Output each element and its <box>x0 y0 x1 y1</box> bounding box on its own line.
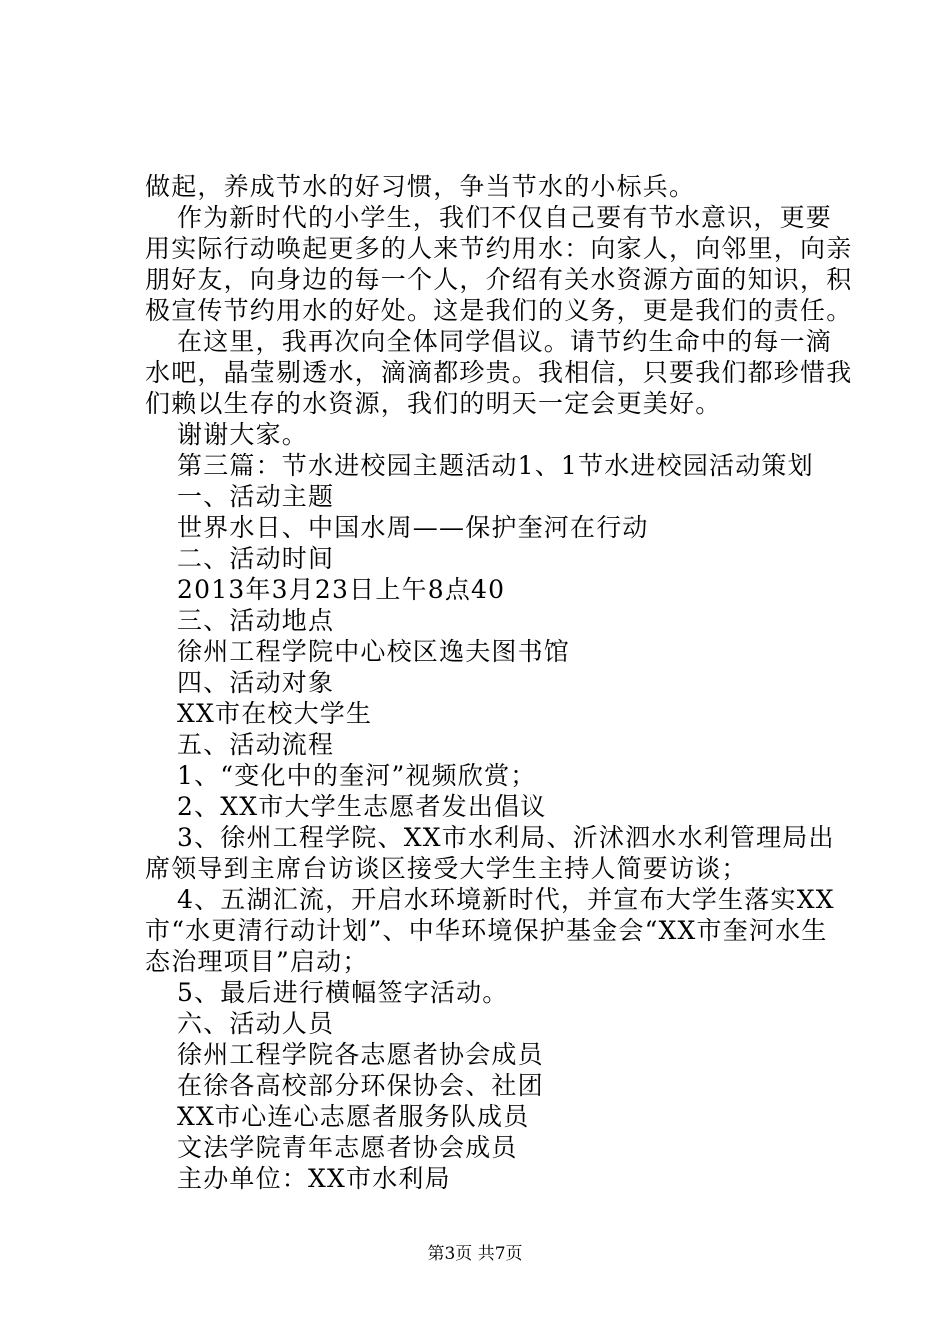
text-line: 做起，养成节水的好习惯，争当节水的小标兵。 <box>145 172 696 201</box>
text-line: 市“水更清行动计划”、中华环境保护基金会“XX市奎河水生 <box>145 916 828 945</box>
text-line: 态治理项目”启动； <box>145 947 369 976</box>
text-line: 徐州工程学院中心校区逸夫图书馆 <box>177 637 571 666</box>
text-line: 作为新时代的小学生，我们不仅自己要有节水意识，更要 <box>177 203 833 232</box>
text-line: 极宣传节约用水的好处。这是我们的义务，更是我们的责任。 <box>145 296 853 325</box>
text-line: XX市心连心志愿者服务队成员 <box>177 1102 530 1131</box>
text-line: 徐州工程学院各志愿者协会成员 <box>177 1040 544 1069</box>
text-line: 用实际行动唤起更多的人来节约用水：向家人，向邻里，向亲 <box>145 234 853 263</box>
text-line: 世界水日、中国水周——保护奎河在行动 <box>177 513 649 542</box>
text-line: 4、五湖汇流，开启水环境新时代，并宣布大学生落实XX <box>177 885 835 914</box>
text-line: 席领导到主席台访谈区接受大学生主持人简要访谈； <box>145 854 748 883</box>
text-line: 3、徐州工程学院、XX市水利局、沂沭泗水水利管理局出 <box>177 823 835 852</box>
text-line: 在这里，我再次向全体同学倡议。请节约生命中的每一滴 <box>177 327 833 356</box>
page-footer: 第3页 共7页 <box>427 1244 523 1264</box>
text-line: 5、最后进行横幅签字活动。 <box>177 978 509 1007</box>
section-heading: 第三篇：节水进校园主题活动1、1节水进校园活动策划 <box>177 451 814 480</box>
text-line: 四、活动对象 <box>177 668 335 697</box>
text-line: 二、活动时间 <box>177 544 335 573</box>
text-line: 1、“变化中的奎河”视频欣赏； <box>177 761 537 790</box>
text-line: 2013年3月23日上午8点40 <box>177 575 506 604</box>
text-line: 一、活动主题 <box>177 482 335 511</box>
text-line: 六、活动人员 <box>177 1009 335 1038</box>
text-line: 主办单位：XX市水利局 <box>177 1164 451 1193</box>
text-line: 五、活动流程 <box>177 730 335 759</box>
text-line: 文法学院青年志愿者协会成员 <box>177 1133 518 1162</box>
text-line: 水吧，晶莹剔透水，滴滴都珍贵。我相信，只要我们都珍惜我 <box>145 358 853 387</box>
text-line: XX市在校大学生 <box>177 699 373 728</box>
text-line: 在徐各高校部分环保协会、社团 <box>177 1071 544 1100</box>
text-line: 三、活动地点 <box>177 606 335 635</box>
text-line: 们赖以生存的水资源，我们的明天一定会更美好。 <box>145 389 722 418</box>
text-line: 2、XX市大学生志愿者发出倡议 <box>177 792 547 821</box>
text-line: 朋好友，向身边的每一个人，介绍有关水资源方面的知识，积 <box>145 265 853 294</box>
text-line: 谢谢大家。 <box>177 420 309 449</box>
